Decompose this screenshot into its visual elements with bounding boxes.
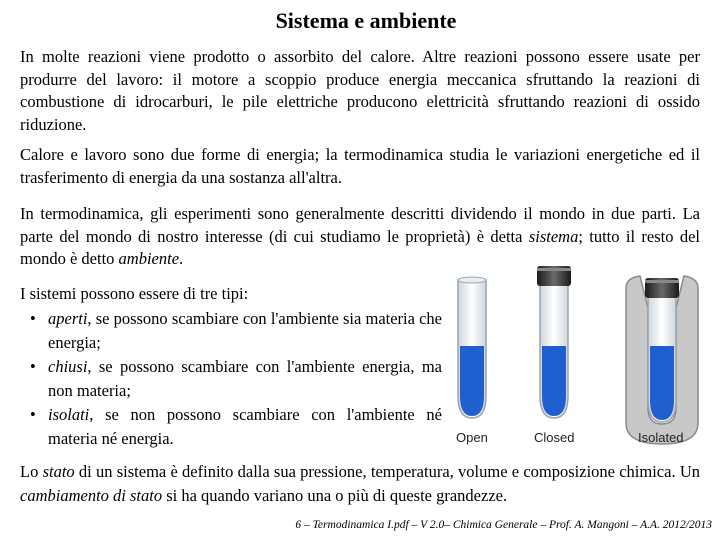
paragraph-state (20, 460, 700, 508)
term-cambiamento-di-stato: cambiamento di stato (20, 486, 163, 505)
term-ambiente: ambiente (118, 249, 180, 268)
term-chiusi: chiusi (48, 357, 88, 376)
open-description: , se possono scambiare con l'ambiente sia materia che energia; (48, 309, 442, 352)
p5-text-c: si ha quando variano una o più di queste grandezze. (162, 486, 508, 505)
isolated-description: , se non possono scambiare con l'ambiente né materia né energia. (48, 405, 442, 448)
p3-text-a: In termodinamica, gli esperimenti sono generalmente descritti dividendo il mondo in due parti. La parte del mondo di nostro interesse (di cui studiamo le proprietà) è detta (20, 204, 700, 246)
paragraph-thermodynamics: Calore e lavoro sono due forme di energia; la termodinamica studia le variazioni energetiche ed il trasferimento di energia da una sostanza all'altra. (20, 145, 700, 187)
p5-text-a: Lo (20, 462, 43, 481)
term-aperti: aperti (48, 309, 88, 328)
list-item-open (30, 307, 442, 355)
label-open: Open (456, 430, 488, 445)
p3-text-c: . (179, 249, 184, 268)
closed-tube-liquid (542, 346, 566, 416)
slide-footer: 6 – Termodinamica I.pdf – V 2.0– Chimica Generale – Prof. A. Mangoni – A.A. 2012/2013 (295, 519, 712, 531)
slide-title: Sistema e ambiente (275, 8, 457, 33)
p3-text-b: ; tutto il resto del mondo è detto (20, 226, 700, 268)
open-tube-liquid (460, 346, 484, 416)
test-tubes-illustration (440, 258, 712, 454)
list-item-isolated (30, 403, 442, 451)
term-sistema: sistema (528, 226, 579, 246)
system-types-list (30, 307, 442, 451)
list-item-closed (30, 355, 442, 403)
term-stato: stato (42, 462, 75, 481)
paragraph-heat-work: In molte reazioni viene prodotto o assorbito del calore. Altre reazioni possono essere usate per produrre del lavoro: il motore a scoppio produce energia meccanica sfruttando la reazioni di combustione di idrocarburi, le pile elettriche producono elettricità sfruttando reazioni di ossido riduzione. (20, 47, 700, 134)
isolated-tube (626, 276, 698, 444)
closed-description: , se possono scambiare con l'ambiente energia, ma non materia; (48, 357, 442, 400)
p5-text-b: di un sistema è definito dalla sua pressione, temperatura, volume e composizione chimica. Un (74, 462, 700, 481)
isolated-tube-liquid (650, 346, 674, 420)
open-tube (458, 277, 486, 418)
term-isolati: isolati (48, 405, 90, 424)
test-tubes-figure (440, 258, 712, 454)
label-closed: Closed (534, 430, 575, 445)
label-isolated: Isolated (638, 430, 684, 445)
paragraph-system-types-intro: I sistemi possono essere di tre tipi: (20, 284, 249, 303)
closed-tube (537, 266, 571, 418)
